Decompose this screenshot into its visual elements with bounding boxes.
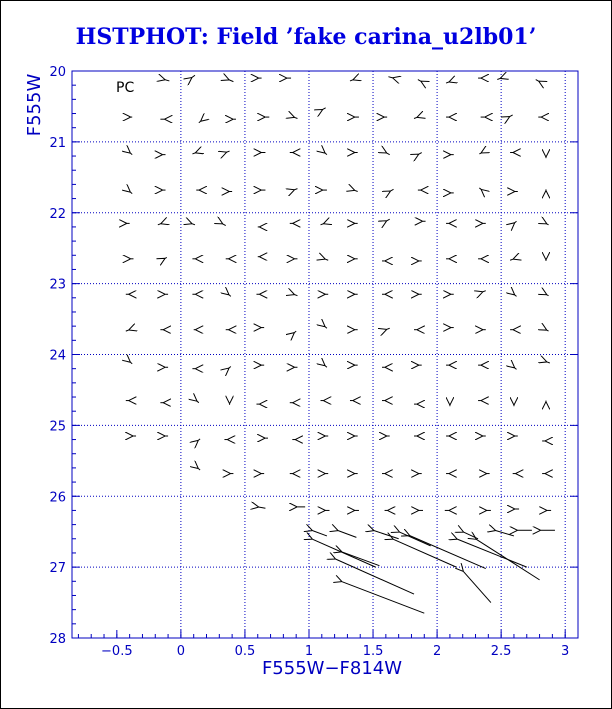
vector-arrow	[312, 530, 327, 536]
vector-arrow	[192, 153, 196, 154]
vector-arrow	[463, 532, 478, 539]
vector-arrow	[514, 294, 517, 296]
y-tick-label: 24	[49, 348, 66, 364]
vector-arrow	[514, 221, 517, 223]
vector-arrow	[337, 530, 356, 537]
vector-arrow	[324, 365, 327, 367]
vector-arrow	[228, 367, 231, 369]
vector-arrow	[546, 294, 549, 295]
ticks	[49, 65, 578, 659]
vector-arrow	[199, 121, 202, 123]
vector-arrow	[324, 153, 327, 155]
x-tick-label: −0.5	[101, 644, 133, 659]
vector-arrow	[463, 571, 491, 603]
vector-arrow	[191, 223, 195, 224]
vector-arrow	[386, 153, 390, 155]
x-tick-label: 0	[176, 644, 186, 659]
panel-label: PC	[116, 80, 135, 96]
vector-arrow	[456, 539, 526, 567]
x-tick-label: 2.5	[490, 644, 512, 659]
vector-arrow	[294, 294, 298, 295]
vector-arrow	[497, 78, 501, 79]
vector-arrow	[228, 80, 233, 82]
vector-arrow	[130, 362, 133, 364]
vector-arrow	[198, 468, 201, 470]
chart-title: HSTPHOT: Field ’fake carina_u2lb01’	[75, 24, 537, 50]
vector-arrow	[418, 153, 422, 155]
vector-arrow	[164, 257, 167, 258]
y-tick-label: 28	[49, 632, 66, 647]
vector-arrow	[390, 189, 394, 191]
vector-arrow	[322, 108, 326, 110]
y-tick-label: 27	[49, 561, 66, 577]
vector-arrow	[495, 530, 514, 536]
vector-arrow	[418, 80, 422, 82]
vector-arrow	[479, 188, 482, 190]
vector-arrow	[350, 80, 354, 81]
x-axis-label: F555W−F814W	[261, 658, 403, 679]
vector-arrow	[509, 115, 513, 117]
vector-arrow	[510, 259, 514, 260]
y-axis-label: F555W	[24, 73, 45, 137]
vector-arrow	[228, 294, 231, 296]
vector-arrow	[446, 82, 450, 83]
y-tick-label: 26	[49, 490, 66, 506]
vector-arrow	[386, 328, 390, 329]
vector-arrow	[198, 439, 201, 441]
x-tick-label: 3	[561, 644, 570, 659]
vector-arrow	[479, 153, 482, 154]
vector-arrow	[388, 77, 393, 78]
vector-arrow	[294, 189, 298, 190]
vector-arrow	[373, 530, 399, 539]
vector-arrow	[324, 259, 328, 260]
y-tick-label: 25	[49, 419, 66, 435]
vector-arrow	[546, 330, 549, 331]
vector-arrow	[294, 117, 298, 118]
vector-arrow	[341, 581, 424, 613]
vector-arrow	[130, 191, 133, 193]
x-tick-label: 0.5	[234, 644, 256, 659]
vector-arrow	[258, 507, 266, 508]
y-tick-label: 20	[49, 65, 66, 80]
vector-arrow	[482, 291, 486, 292]
y-tick-label: 22	[49, 206, 66, 222]
grid	[72, 71, 578, 638]
vector-arrow	[414, 117, 418, 118]
vector-arrow	[321, 223, 325, 224]
vector-arrow	[226, 151, 230, 152]
vector-arrow	[222, 223, 226, 225]
vector-arrow	[546, 223, 549, 224]
vector-arrow	[536, 80, 540, 82]
vector-arrow	[191, 75, 195, 78]
x-tick-label: 1	[304, 644, 314, 659]
vector-arrow	[130, 153, 133, 155]
vector-arrow	[126, 330, 130, 331]
vector-arrow	[158, 223, 162, 224]
vector-arrow	[196, 401, 199, 403]
vector-arrow	[546, 362, 550, 363]
vector-arrow	[476, 539, 540, 580]
vector-arrow	[324, 326, 327, 328]
vector-arrow	[354, 190, 358, 191]
x-tick-label: 2	[432, 644, 442, 659]
vector-arrow	[164, 80, 169, 81]
vector-arrow	[386, 219, 390, 221]
vectors	[126, 75, 555, 613]
x-tick-label: 1.5	[362, 644, 384, 659]
y-tick-label: 21	[49, 135, 66, 151]
y-tick-label: 23	[49, 277, 66, 293]
vector-arrow	[294, 331, 297, 333]
vector-arrow	[514, 367, 517, 369]
